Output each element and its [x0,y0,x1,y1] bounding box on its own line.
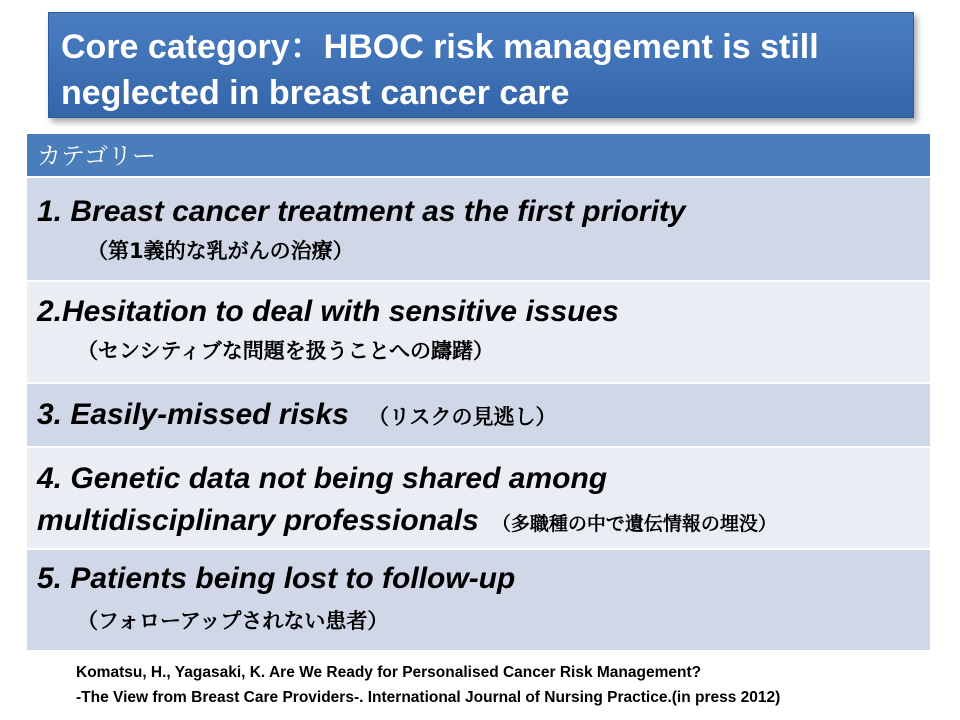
category-en: 1. Breast cancer treatment as the first priority [37,195,686,228]
table-row [27,384,930,448]
category-jp: （多職種の中で遺伝情報の埋没） [491,513,777,535]
category-en: 3. Easily-missed risks [37,398,349,431]
table-row [27,178,930,282]
category-en: 2.Hesitation to deal with sensitive issues [37,295,619,328]
table-row [27,282,930,384]
citation-line-2: -The View from Breast Care Providers-. International Journal of Nursing Practice.(in press 2012) [76,689,781,706]
category-jp: （フォローアップされない患者） [77,609,389,633]
title-line-1: Core category：HBOC risk management is still [61,28,819,66]
slide-title [48,12,914,118]
category-line [37,384,930,439]
title-line-2: neglected in breast cancer care [61,74,570,112]
citation-line-1: Komatsu, H., Yagasaki, K. Are We Ready for Personalised Cancer Risk Management? [76,664,702,681]
category-jp: （センシティブな問題を扱うことへの躊躇） [77,339,494,363]
category-table [27,134,930,650]
category-en-line-2: multidisciplinary professionals [37,504,479,537]
category-en-line-1: 4. Genetic data not being shared among [37,462,608,495]
category-jp: （リスクの見逃し） [367,405,557,429]
table-row [27,448,930,550]
category-en: 5. Patients being lost to follow-up [37,562,516,595]
table-header: カテゴリー [27,134,930,178]
category-line-2 [37,500,930,546]
category-jp: （第1義的な乳がんの治療） [87,239,354,263]
citation [76,660,936,710]
table-row [27,550,930,650]
